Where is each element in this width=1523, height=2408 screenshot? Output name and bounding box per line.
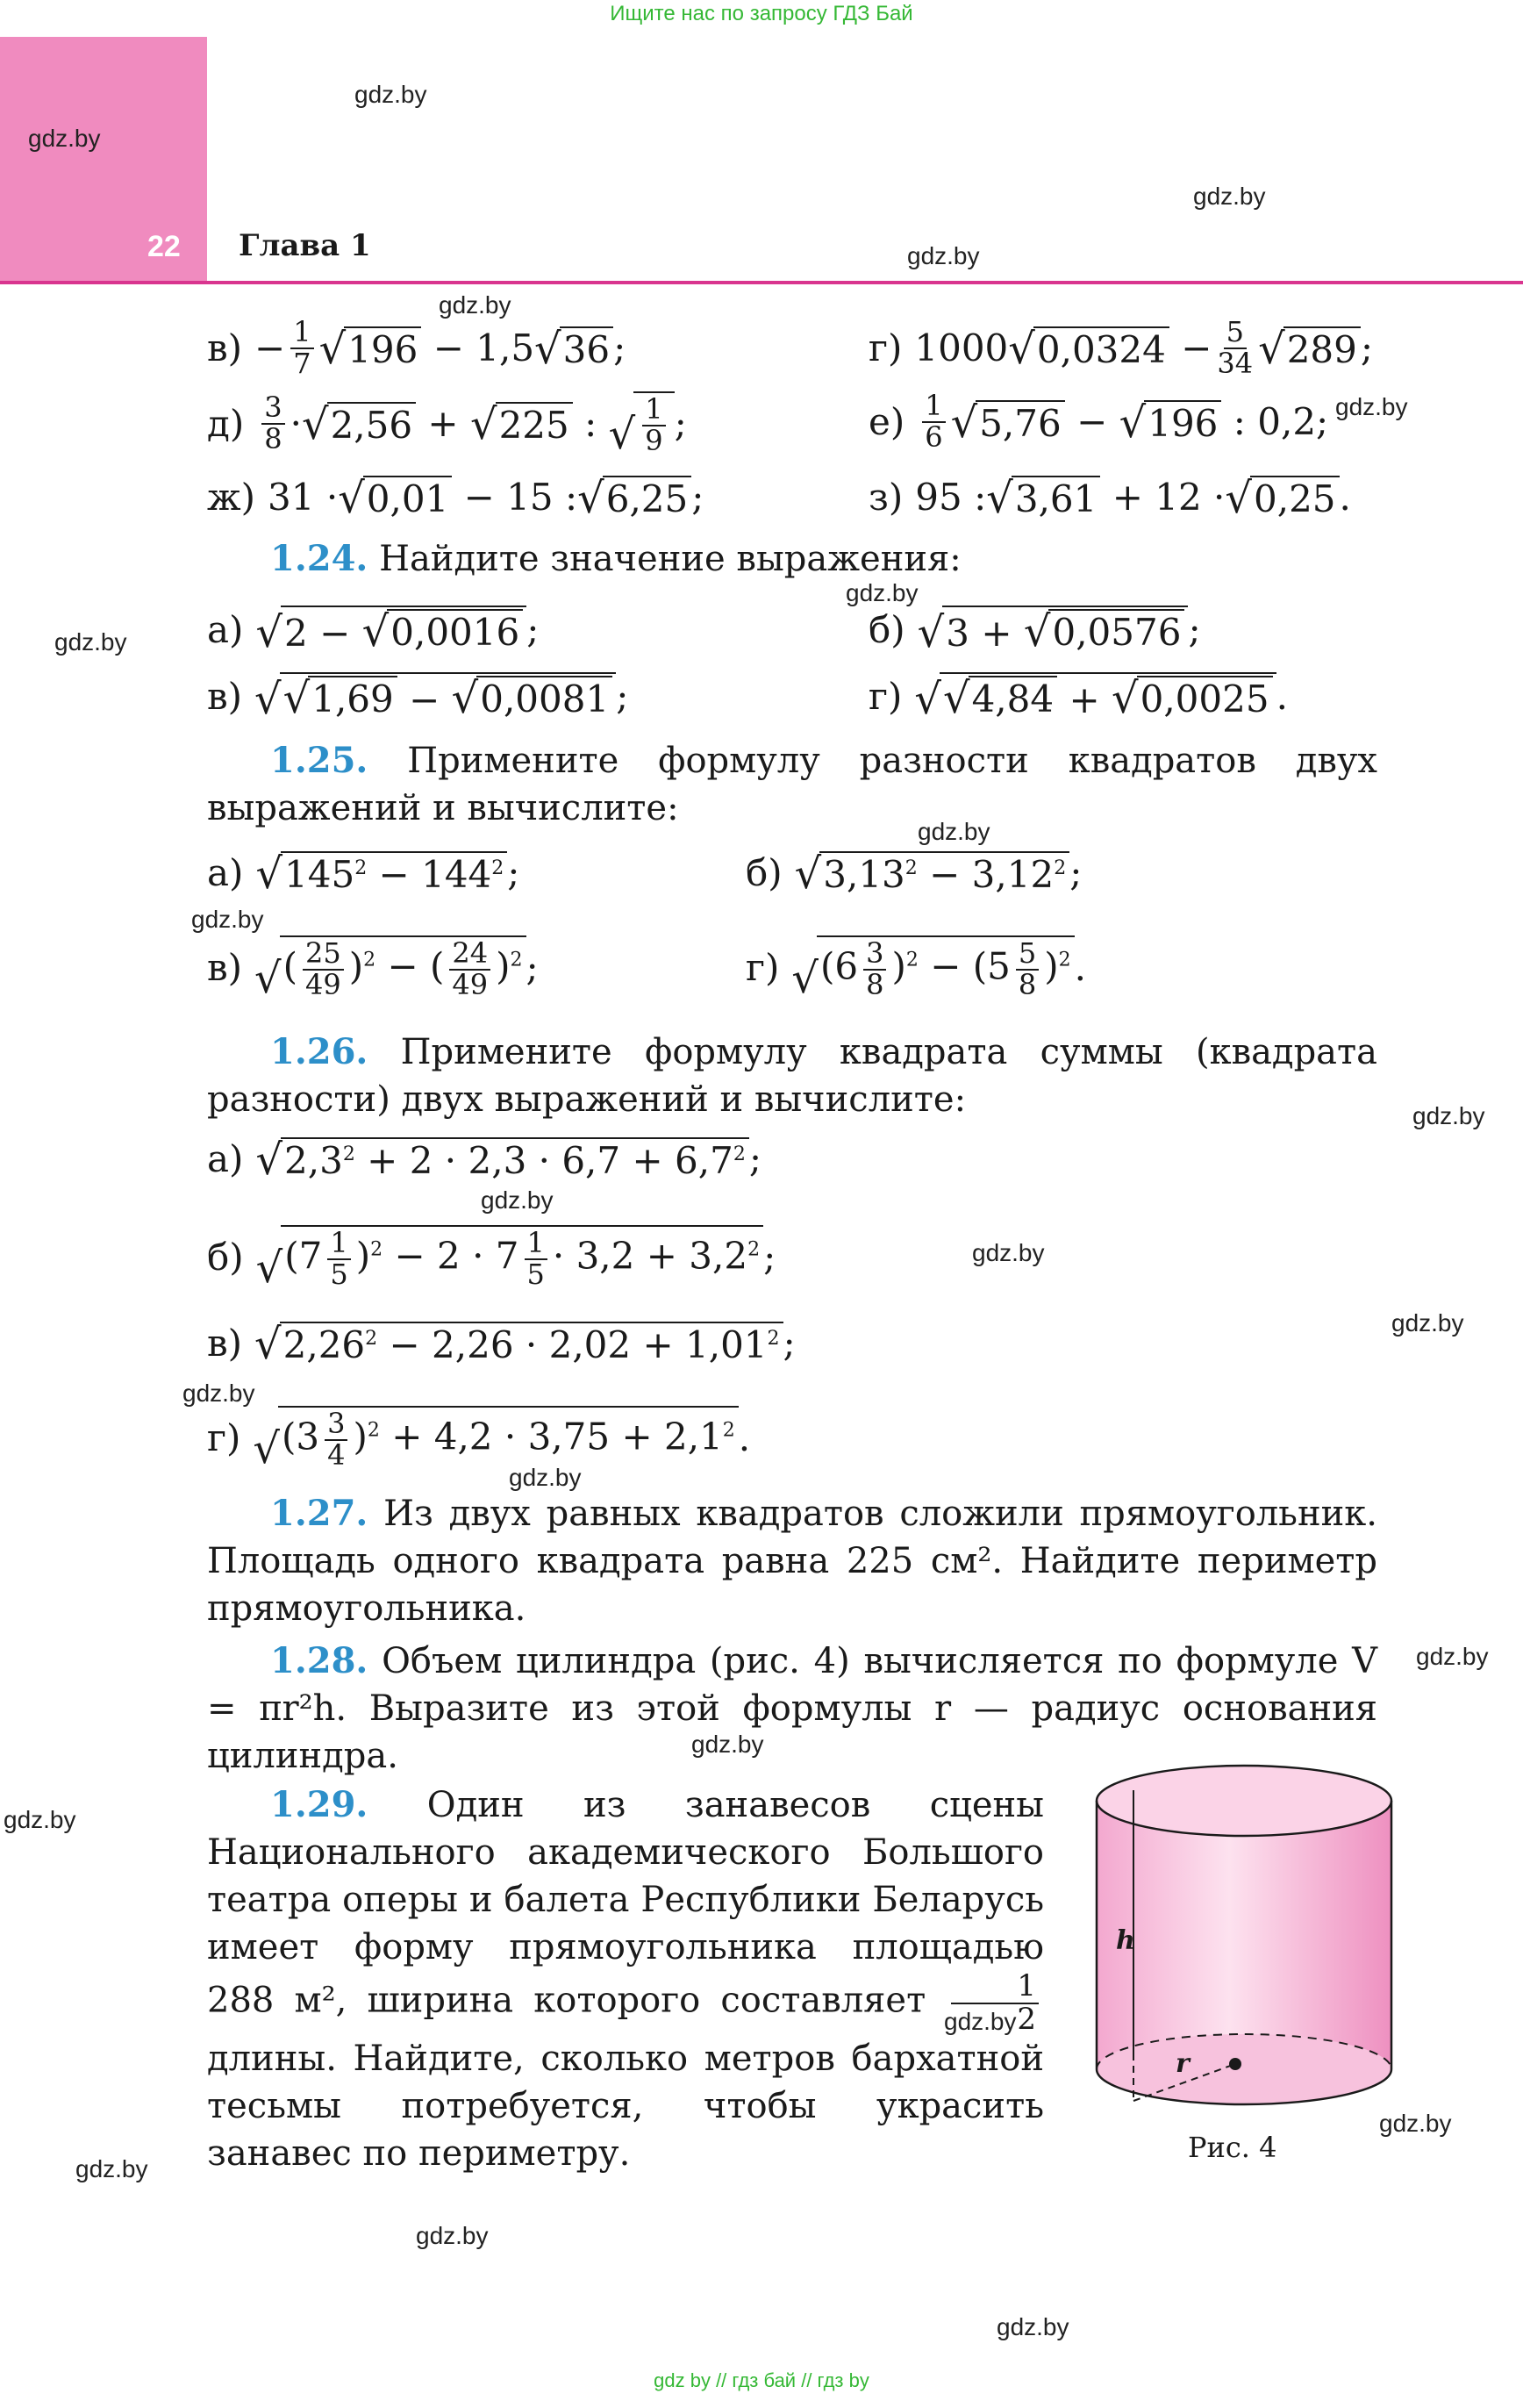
- watermark: gdz.by: [182, 1380, 255, 1407]
- expr-e-row: е) $\frac{1}{6}$ √ 5,76 − √ 196 : 0,2;: [869, 389, 1329, 454]
- watermark: gdz.by: [4, 1806, 76, 1833]
- watermark: gdz.by: [191, 906, 264, 933]
- watermark: gdz.by: [75, 2155, 148, 2182]
- watermark: gdz.by: [1416, 1643, 1489, 1670]
- top-banner: Ищите нас по запросу ГДЗ Бай: [610, 2, 913, 25]
- exercise-1-25-heading: 1.25. Примените формулу разности квадратов двух выражений и вычислите:: [207, 740, 1377, 828]
- exercise-1-24-heading: 1.24. Найдите значение выражения:: [270, 538, 962, 579]
- expr-1-25-v: в) √ ( $\frac{25}{49}$ )$^2$ − ( $\frac{24}{49}$ )$^2$ ;: [207, 936, 539, 1004]
- watermark: gdz.by: [846, 579, 919, 606]
- watermark: gdz.by: [1391, 1309, 1464, 1337]
- expr-1-25-g: г) √ (6 $\frac{3}{8}$ )$^2$ − (5 $\frac{5}{8}$ )$^2$ .: [746, 936, 1086, 1004]
- chapter-title: Глава 1: [239, 228, 371, 263]
- expr-d-row: д) $\frac{3}{8}$ · √ 2,56 + √ 225 : √ $\frac{1}{9}$ ;: [207, 391, 687, 460]
- expr-1-24-g: г) √ √ 4,84 + √ 0,0025 .: [869, 672, 1288, 720]
- expr-v-row1: в) − $\frac{1}{7}$ √ 196 − 1,5 √ 36 ;: [207, 315, 626, 380]
- watermark: gdz.by: [509, 1464, 582, 1491]
- expr-g-row1: г) 1000 √ 0,0324 − $\frac{5}{34}$ √ 289 ;: [869, 315, 1374, 380]
- watermark: gdz.by: [918, 818, 990, 845]
- watermark: gdz.by: [1379, 2110, 1452, 2137]
- watermark: gdz.by: [972, 1239, 1045, 1266]
- expr-zh-row: ж) 31 · √ 0,01 − 15 : √ 6,25 ;: [207, 474, 704, 524]
- expr-1-26-a: а) √ $2,3^2 + 2 \cdot 2,3 \cdot 6,7 + 6,7^2$ ;: [207, 1136, 762, 1186]
- exercise-1-29: 1.29. Один из занавесов сцены Национального академического Большого театра оперы и балета Республики Беларусь имеет форму прямоугольника площадью 288 м², ширина которого составляет $\frac{1}{2}$ длины. Найдите, сколько метров бархатной тесьмы потребуется, чтобы украсить занавес по периметру.: [207, 1784, 1044, 2175]
- watermark: gdz.by: [907, 242, 980, 269]
- expr-1-24-v: в) √ √ 1,69 − √ 0,0081 ;: [207, 672, 628, 720]
- footer-links: gdz by // гдз бай // гдз by: [654, 2369, 869, 2391]
- watermark: gdz.by: [1193, 183, 1266, 210]
- watermark: gdz.by: [416, 2222, 489, 2249]
- watermark: gdz.by: [1412, 1102, 1485, 1129]
- expr-1-24-a: а) √ 2 − √ 0,0016 ;: [207, 606, 539, 654]
- expr-1-25-a: а) √ $145^2 - 144^2$ ;: [207, 849, 520, 899]
- exercise-1-26-heading: 1.26. Примените формулу квадрата суммы (квадрата разности) двух выражений и вычислите:: [207, 1031, 1377, 1120]
- watermark: gdz.by: [481, 1186, 554, 1214]
- radius-label: r: [1176, 2048, 1190, 2079]
- exercise-1-27: 1.27. Из двух равных квадратов сложили прямоугольник. Площадь одного квадрата равна 225 см². Найдите периметр прямоугольника.: [207, 1493, 1377, 1629]
- watermark: gdz.by: [54, 628, 127, 656]
- exercise-1-28: 1.28. Объем цилиндра (рис. 4) вычисляется по формуле V = πr²h. Выразите из этой формулы r — радиус основания цилиндра.: [207, 1640, 1377, 1776]
- page-number: 22: [147, 230, 181, 263]
- watermark: gdz.by: [997, 2313, 1069, 2340]
- expr-1-26-b: б) √ (7 $\frac{1}{5}$ )$^2$ − 2 · 7 $\frac{1}{5}$ · $3,2 + 3,2^2$ ;: [207, 1226, 776, 1294]
- cylinder-figure: [1088, 1764, 1404, 2132]
- expr-1-26-v: в) √ $2,26^2 - 2,26 \cdot 2,02 + 1,01^2$ ;: [207, 1320, 796, 1370]
- watermark: gdz.by: [944, 2008, 1017, 2035]
- figure-caption: Рис. 4: [1188, 2131, 1277, 2164]
- watermark: gdz.by: [354, 81, 427, 108]
- height-label: h: [1116, 1925, 1135, 1956]
- watermark: gdz.by: [691, 1731, 764, 1758]
- watermark: gdz.by: [28, 125, 101, 152]
- expr-1-24-b: б) √ 3 + √ 0,0576 ;: [869, 606, 1201, 654]
- watermark: gdz.by: [1335, 393, 1408, 420]
- expr-1-25-b: б) √ $3,13^2 - 3,12^2$ ;: [746, 849, 1083, 899]
- expr-z-row: з) 95 : √ 3,61 + 12 · √ 0,25 .: [869, 474, 1351, 524]
- watermark: gdz.by: [439, 291, 511, 319]
- expr-1-26-g: г) √ (3 $\frac{3}{4}$ )$^2 + 4,2 \cdot 3,75 + 2,1^2$ .: [207, 1407, 751, 1474]
- header-rule: [0, 281, 1523, 284]
